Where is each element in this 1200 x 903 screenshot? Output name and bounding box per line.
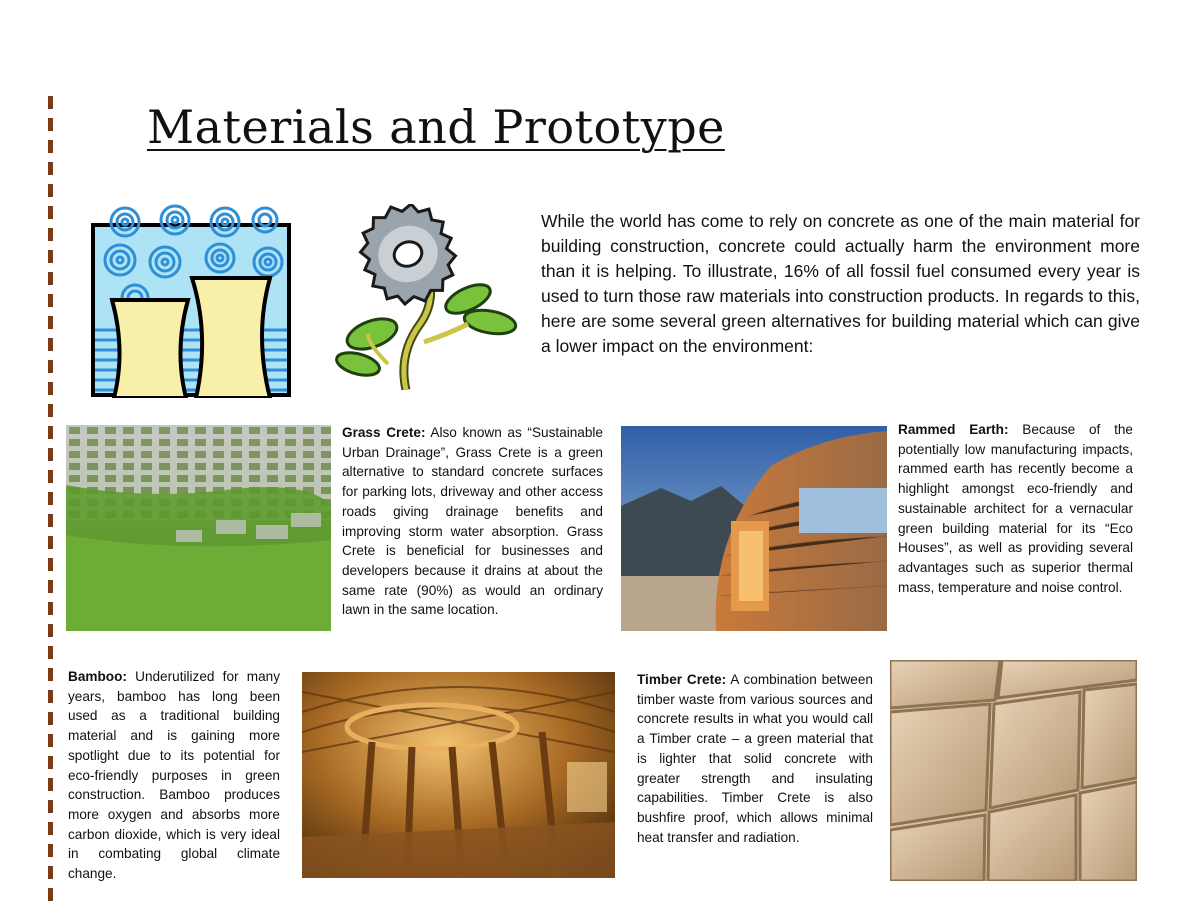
border-dash: [48, 228, 53, 241]
border-dash: [48, 712, 53, 725]
border-dash: [48, 602, 53, 615]
bamboo-heading: Bamboo:: [68, 669, 127, 684]
gear-flower-icon: [328, 204, 520, 390]
grass-crete-body: Also known as “Sustainable Urban Drainage”, Grass Crete is a green alternative to standard concrete surfaces for parking lots, driveway and other access roads giving drainage benefits and improving storm water absorption. Grass Crete is beneficial for businesses and developers because it drains at about the same rate (90%) as would an ordinary lawn in the same location.: [342, 425, 603, 618]
border-dash: [48, 360, 53, 373]
border-dash: [48, 294, 53, 307]
intro-paragraph: While the world has come to rely on concrete as one of the main material for building construction, concrete could actually harm the environment more than it is helping. To illustrate, 16% of all fossil fuel consumed every year is used to turn those raw materials into construction products. In regards to this, here are some several green alternatives for building material which can give a lower impact on the environment:: [541, 211, 1140, 356]
timber-crete-text: [637, 670, 873, 847]
border-dash: [48, 866, 53, 879]
gear-flower-clipart: [328, 204, 520, 390]
bamboo-text: [68, 667, 280, 884]
grass-crete-text: [342, 423, 603, 620]
border-dash: [48, 140, 53, 153]
border-dash: [48, 778, 53, 791]
border-dash: [48, 426, 53, 439]
border-dash: [48, 470, 53, 483]
border-dash: [48, 844, 53, 857]
border-dash: [48, 250, 53, 263]
border-dash: [48, 756, 53, 769]
border-dash: [48, 558, 53, 571]
border-dash: [48, 96, 53, 109]
border-dash: [48, 492, 53, 505]
border-dash: [48, 580, 53, 593]
border-dash: [48, 118, 53, 131]
border-dash: [48, 162, 53, 175]
border-dash: [48, 404, 53, 417]
page-title: Materials and Prototype: [147, 100, 725, 154]
rammed-earth-heading: Rammed Earth:: [898, 422, 1009, 437]
rammed-earth-photo: [621, 426, 887, 631]
timber-crete-photo: [890, 660, 1137, 881]
grass-crete-photo: [66, 425, 331, 631]
border-dash: [48, 338, 53, 351]
bamboo-body: Underutilized for many years, bamboo has long been used as a traditional building material and is gaining more spotlight due to its potential for eco-friendly purposes in green construction. Bamboo produces more oxygen and absorbs more carbon dioxide, which is very ideal in combating global climate change.: [68, 669, 280, 882]
border-dash: [48, 800, 53, 813]
border-dash: [48, 514, 53, 527]
border-dash: [48, 448, 53, 461]
border-dash: [48, 822, 53, 835]
border-dash: [48, 888, 53, 901]
cooling-towers-clipart: [90, 200, 292, 398]
border-dash: [48, 272, 53, 285]
rammed-earth-text: [898, 420, 1133, 597]
border-dash: [48, 668, 53, 681]
bamboo-photo: [302, 672, 615, 878]
border-dash: [48, 734, 53, 747]
cooling-towers-icon: [90, 200, 292, 398]
timber-crete-body: A combination between timber waste from various sources and concrete results in what you would call a Timber crate – a green material that is lighter that solid concrete with greater strength and insulating capabilities. Timber Crete is also bushfire proof, which allows minimal heat transfer and radiation.: [637, 672, 873, 845]
border-dash: [48, 206, 53, 219]
border-dash: [48, 690, 53, 703]
border-dash: [48, 646, 53, 659]
border-dash: [48, 536, 53, 549]
border-dash: [48, 184, 53, 197]
border-dash: [48, 316, 53, 329]
timber-crete-heading: Timber Crete:: [637, 672, 727, 687]
grass-crete-heading: Grass Crete:: [342, 425, 426, 440]
border-dash: [48, 382, 53, 395]
border-dash: [48, 624, 53, 637]
rammed-earth-body: Because of the potentially low manufacturing impacts, rammed earth has recently become a highlight amongst eco-friendly and sustainable architect for a vernacular green building material for its “Eco Houses”, as well as providing several advantages such as superior thermal mass, temperature and noise control.: [898, 422, 1133, 595]
